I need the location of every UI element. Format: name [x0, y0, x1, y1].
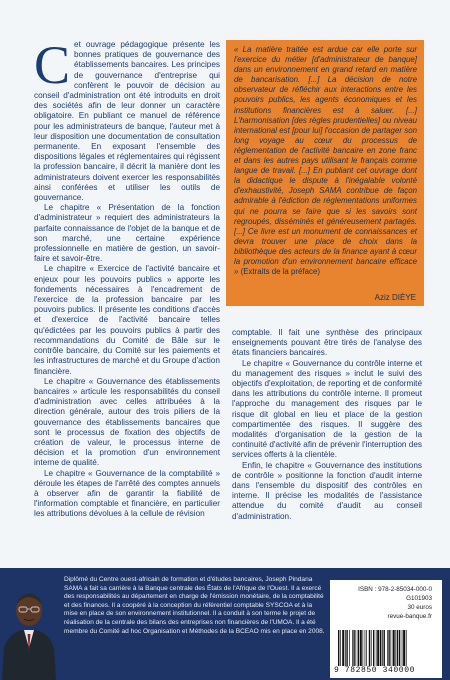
isbn-panel: [330, 580, 442, 678]
preface-quote-box: [226, 40, 424, 306]
description-right-column: [232, 328, 422, 522]
price-label: 30 euros: [407, 604, 432, 611]
chapter-gouvernance-paragraph: Le chapitre « Gouvernance des établissements bancaires » articule les responsabilités du conseil d'administration avec celles attribuées à la direction générale, autour des trois piliers de la gouvernance des établissements bancaires que sont le processus de fixation des objectifs de création de valeur, le processus interne de décision et la promotion d'un environnement interne de qualité.: [34, 376, 220, 468]
drop-cap-letter: C: [34, 35, 71, 95]
preface-quote: [234, 45, 417, 277]
chapter-controle-interne-paragraph: Le chapitre « Gouvernance du contrôle interne et du management des risques » inclut le suivi des objectifs d'exploitation, de reporting et de conformité dans les attributions du contrôle interne. Il promeut l'approche du management des risques par le risque dit global en lieu et place de la gestion compartimentée des risques. Il suggère des modalités d'organisation de la gestion de la continuité d'activité afin de prévenir l'interruption des services offerts à la clientèle.: [232, 358, 422, 460]
intro-paragraph: [34, 35, 220, 203]
preface-quote-source: (Extraits de la préface): [238, 267, 320, 277]
chapter-institutions-controle-paragraph: Enfin, le chapitre « Gouvernance des institutions de contrôle » positionne la fonction d'audit interne dans l'ensemble du dispositif des contrôles en interne. Il précise les modalités de l'assistance attendue du comité d'audit au conseil d'administration.: [232, 460, 422, 521]
product-code: G101903: [406, 595, 432, 602]
comptable-continuation-paragraph: comptable. Il fait une synthèse des principaux enseignements pouvant être tirés de l'analyse des états financiers bancaires.: [232, 328, 422, 358]
author-biography: Diplômé du Centre ouest-africain de formation et d'études bancaires, Joseph Pindana SAMA a fait sa carrière à la Banque centrale des États de l'Afrique de l'Ouest. Il a exercé des responsabilités au département en charge de l'émission monétaire, de la comptabilité et des finances. Il a coopéré à la conception du référentiel comptable SYSCOA et à la mise en place de son environnement institutionnel. Il a conduit à son terme le projet de réalisation de la centrale des bilans des entreprises non financières de l'UMOA. Il a été membre du Comité ad hoc Organisation et Méthodes de la BCEAO mis en place en 2008.: [64, 576, 325, 635]
author-photo: [0, 578, 58, 680]
publisher-website: revue-banque.fr: [387, 613, 432, 620]
preface-quote-text: « La matière traitée est ardue car elle porte sur l'exercice du métier [d'administrateur de banque] dans un environnement en grand retard en matière de bancarisation. [...] La décision de notre observateur de réfléchir aux interactions entre les pouvoirs publics, les agents économiques et les institutions financières est à saluer. [...] L'harmonisation [des règles prudentielles] ou niveau international est [pour lui] l'occasion de partager son long voyage au cœur du processus de réglementation de l'activité bancaire en zone franc et dans les autres pays utilisant le français comme langue de travail. [...] En publiant cet ouvrage dont la didactique le dispute à l'inégalable volonté d'exhaustivité, Joseph SAMA contribue de façon admirable à l'édiction de réglementations uniformes qui ne pourra se faire que si les savoirs sont regroupés, disséminés et généreusement partagés. [...] Ce livre est un monument de connaissances et devra trouver une place de choix dans la bibliothèque des acteurs de la finance ayant à cœur la promotion d'un environnement bancaire efficace »: [234, 45, 417, 277]
chapter-fonction-paragraph: Le chapitre « Présentation de la fonction d'administrateur » requiert des administrateurs la parfaite connaissance de l'objet de la banque et de son marché, une certaine expérience professionnelle en matière de gestion, un savoir-faire et savoir-être.: [34, 203, 220, 264]
isbn-number: ISBN : 978-2-85034-000-0: [358, 586, 432, 593]
barcode-icon: [334, 630, 438, 666]
chapter-exercice-paragraph: Le chapitre « Exercice de l'activité bancaire et enjeux pour les pouvoirs publics » apporte les fondements nécessaires à l'encadrement de l'exercice de la profession bancaire par les pouvoirs publics. Il présente les conditions d'accès et d'exercice de l'activité bancaire telles qu'édictées par les pouvoirs publics à partir des recommandations du Comité de Bâle sur le contrôle bancaire, du Comité sur les paiements et les infrastructures de marché et du Groupe d'action financière.: [34, 264, 220, 376]
chapter-comptabilite-paragraph: Le chapitre « Gouvernance de la comptabilité » déroule les étapes de l'arrêté des comptes annuels à observer afin de garantir la fiabilité de l'information comptable et financière, en particulier les attributions dévolues à la cellule de révision: [34, 468, 220, 519]
description-left-column: [34, 35, 220, 520]
intro-text: et ouvrage pédagogique présente les bonnes pratiques de gouvernance des établissements bancaires. Les principes de gouvernance d'entreprise qui confèrent le pouvoir de décision au conseil d'administration ont été introduits en droit des sociétés afin de leur donner un caractère obligatoire. En publiant ce manuel de référence pour les administrateurs de banque, l'auteur met à leur disposition une documentation de consultation permanente. En exposant l'ensemble des dispositions légales et réglementaires qui régissent la profession bancaire, il décrit la manière dont les administrateurs doivent exercer les responsabilités ainsi conférées et utiliser les outils de gouvernance.: [34, 40, 220, 203]
barcode-number: 9 782850 340000: [334, 666, 416, 675]
preface-author: Aziz DIÈYE: [374, 293, 416, 302]
